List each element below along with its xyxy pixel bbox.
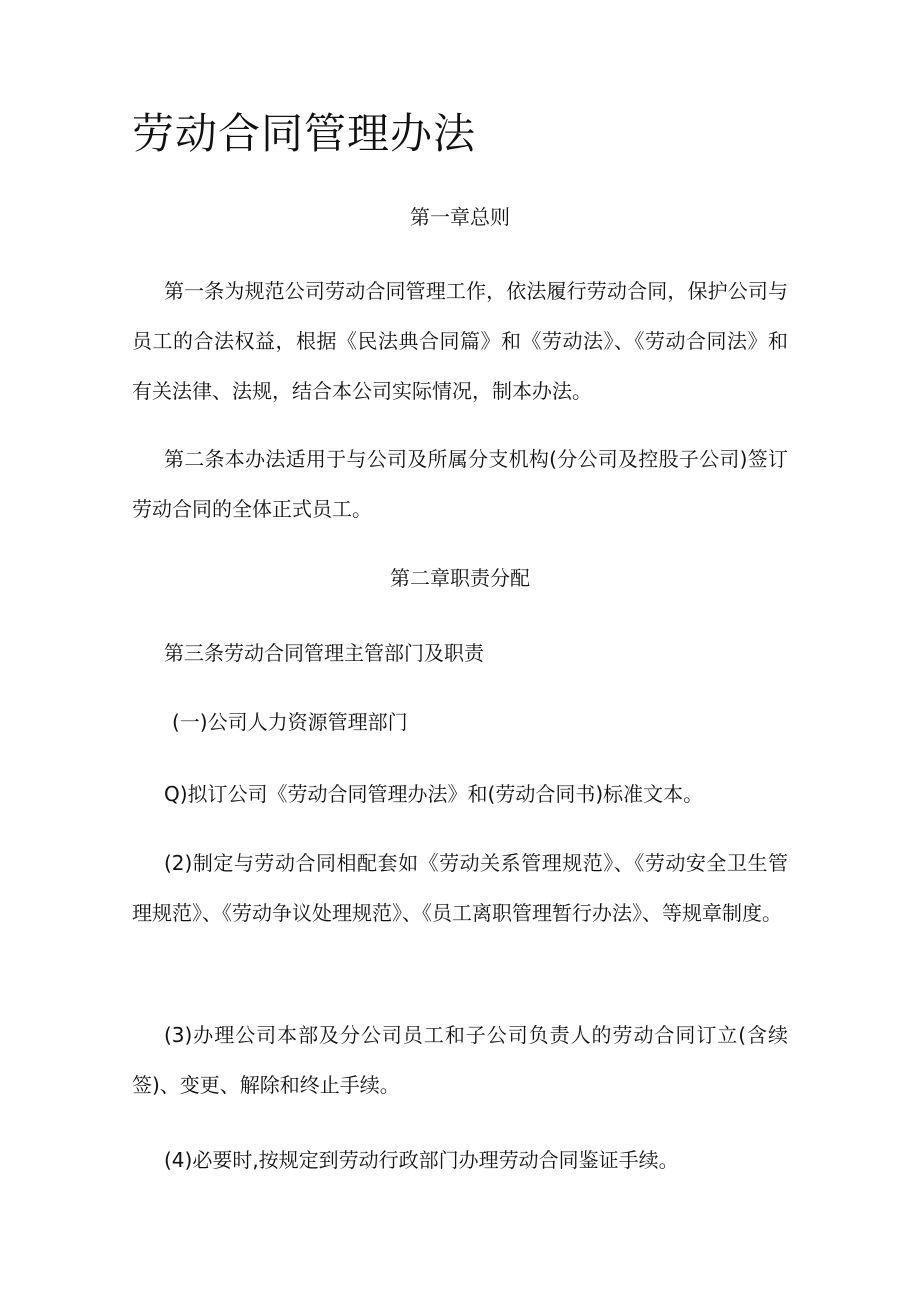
- chapter-2-heading: 第二章职责分配: [390, 566, 530, 590]
- article-3: 第三条劳动合同管理主管部门及职责: [164, 641, 484, 665]
- article-2: 第二条本办法适用于与公司及所属分支机构(分公司及控股子公司)签订劳动合同的全体正式员工。: [132, 447, 788, 521]
- list-item-1: Q)拟订公司《劳动合同管理办法》和(劳动合同书)标准文本。: [164, 782, 704, 806]
- document-title: 劳动合同管理办法: [132, 109, 477, 158]
- list-item-4: (4)必要时,按规定到劳动行政部门办理劳动合同鉴证手续。: [164, 1148, 679, 1172]
- chapter-1-heading: 第一章总则: [410, 205, 510, 229]
- article-1: 第一条为规范公司劳动合同管理工作，依法履行劳动合同，保护公司与员工的合法权益，根据《民法典合同篇》和《劳动法》、《劳动合同法》和有关法律、法规，结合本公司实际情况，制本办法。: [132, 279, 788, 403]
- section-1-heading: (一)公司人力资源管理部门: [172, 710, 408, 734]
- list-item-3: (3)办理公司本部及分公司员工和子公司负责人的劳动合同订立(含续签)、变更、解除和终止手续。: [132, 1023, 788, 1097]
- list-item-2: (2)制定与劳动合同相配套如《劳动关系管理规范》、《劳动安全卫生管理规范》、《劳动争议处理规范》、《员工离职管理暂行办法》、等规章制度。: [132, 851, 788, 925]
